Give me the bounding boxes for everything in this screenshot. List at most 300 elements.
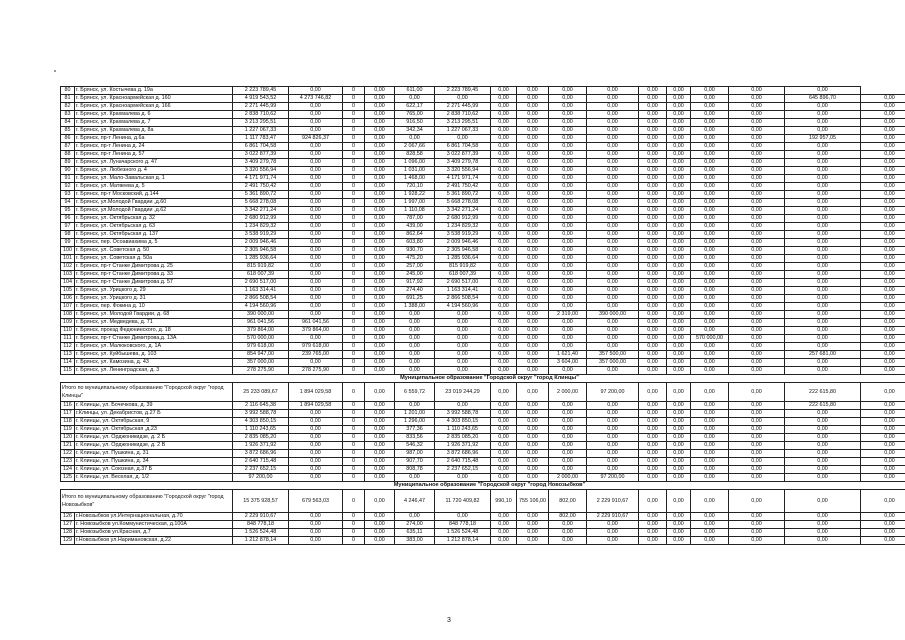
value-cell: 0,00 (729, 111, 785, 119)
value-cell: 0,00 (861, 111, 905, 119)
value-cell: 0,00 (729, 458, 785, 466)
value-cell: 0,00 (587, 295, 639, 303)
value-cell: 3 342 271,24 (435, 207, 491, 215)
value-cell: 0,00 (861, 151, 905, 159)
value-cell: 3 872 686,96 (435, 450, 491, 458)
value-cell: 0,00 (861, 119, 905, 127)
value-cell: 0,00 (365, 215, 395, 223)
value-cell: 0,00 (365, 95, 395, 103)
value-cell: 0,00 (549, 410, 587, 418)
value-cell: 0,00 (729, 247, 785, 255)
value-cell: 0,00 (861, 303, 905, 311)
value-cell: 0,00 (667, 327, 691, 335)
value-cell: 0,00 (435, 513, 491, 521)
value-cell: 0,00 (729, 183, 785, 191)
table-row (61, 303, 905, 311)
address-cell: г. Брянск, ул. Красноармейская д. 166 (75, 103, 233, 111)
value-cell: 0 (343, 199, 365, 207)
value-cell: 0,00 (365, 402, 395, 410)
value-cell: 0,00 (517, 343, 549, 351)
value-cell: 0,00 (691, 367, 729, 375)
value-cell: 0,00 (549, 402, 587, 410)
value-cell: 848 778,18 (435, 521, 491, 529)
value-cell: 979 618,00 (233, 343, 289, 351)
value-cell: 0,00 (435, 319, 491, 327)
value-cell: 848 778,18 (233, 521, 289, 529)
table-row (61, 529, 905, 537)
value-cell: 0,00 (729, 167, 785, 175)
value-cell: 0,00 (729, 255, 785, 263)
value-cell: 0,00 (729, 450, 785, 458)
value-cell: 0,00 (517, 351, 549, 359)
value-cell: 0,00 (729, 175, 785, 183)
value-cell: 0,00 (587, 119, 639, 127)
value-cell: 0,00 (491, 167, 517, 175)
table-row (61, 521, 905, 529)
value-cell: 0,00 (365, 287, 395, 295)
value-cell: 907,70 (395, 458, 435, 466)
value-cell: 979 618,00 (289, 343, 343, 351)
value-cell: 0 (343, 263, 365, 271)
value-cell: 0,00 (667, 418, 691, 426)
value-cell: 0,00 (587, 151, 639, 159)
value-cell: 0 (343, 247, 365, 255)
value-cell: 0,00 (435, 327, 491, 335)
value-cell: 0,00 (729, 95, 785, 103)
address-cell: г. Брянск, ул. Октябрьская д. 32 (75, 215, 233, 223)
value-cell: 4 171 971,74 (233, 175, 289, 183)
value-cell: 0,00 (861, 255, 905, 263)
value-cell: 3 213 295,51 (435, 119, 491, 127)
value-cell: 4 303 850,15 (233, 418, 289, 426)
address-cell: г. Брянск, пер. Фокина д. 10 (75, 303, 233, 311)
value-cell: 0,00 (587, 466, 639, 474)
value-cell: 0,00 (691, 442, 729, 450)
value-cell: 0 (343, 327, 365, 335)
value-cell: 0,00 (729, 537, 785, 545)
value-cell: 0,00 (587, 223, 639, 231)
total-value: 0 (343, 490, 365, 513)
address-cell: г. Брянск, ул. Советская д. 50а (75, 255, 233, 263)
value-cell: 0,00 (667, 119, 691, 127)
value-cell: 0,00 (639, 255, 667, 263)
value-cell: 3 992 588,78 (233, 410, 289, 418)
value-cell: 0,00 (587, 127, 639, 135)
value-cell: 0,00 (289, 183, 343, 191)
address-cell: г. Брянск, ул. Урицкого д. 31 (75, 295, 233, 303)
value-cell: 0,00 (667, 319, 691, 327)
value-cell: 0,00 (365, 311, 395, 319)
value-cell: 0,00 (549, 95, 587, 103)
value-cell: 0,00 (289, 167, 343, 175)
value-cell: 0,00 (491, 351, 517, 359)
value-cell: 0,00 (691, 167, 729, 175)
value-cell: 0,00 (639, 426, 667, 434)
value-cell: 1 894 029,58 (289, 402, 343, 410)
value-cell: 0,00 (639, 351, 667, 359)
address-cell: г. Брянск, ул. Советская д. 50 (75, 247, 233, 255)
row-number: 94 (61, 199, 75, 207)
value-cell: 0,00 (729, 367, 785, 375)
value-cell: 0,00 (691, 135, 729, 143)
value-cell: 0,00 (549, 199, 587, 207)
value-cell: 0,00 (491, 183, 517, 191)
total-novozybkov (61, 490, 905, 513)
value-cell: 0,00 (861, 450, 905, 458)
value-cell: 0,00 (587, 135, 639, 143)
value-cell: 0,00 (549, 319, 587, 327)
value-cell: 611,00 (395, 87, 435, 95)
value-cell: 0,00 (861, 143, 905, 151)
value-cell: 0 (343, 135, 365, 143)
value-cell: 0,00 (667, 537, 691, 545)
value-cell: 0,00 (785, 151, 861, 159)
value-cell: 0,00 (549, 135, 587, 143)
table-row (61, 351, 905, 359)
value-cell: 0,00 (289, 466, 343, 474)
group-novozybkov-rows (61, 513, 905, 545)
value-cell: 0 (343, 521, 365, 529)
value-cell: 0,00 (395, 311, 435, 319)
value-cell: 0,00 (491, 199, 517, 207)
value-cell: 1 212 878,14 (233, 537, 289, 545)
value-cell: 0,00 (491, 359, 517, 367)
total-value: 0,00 (517, 383, 549, 402)
value-cell: 1 468,00 (395, 175, 435, 183)
value-cell: 0,00 (785, 319, 861, 327)
value-cell: 2 690 517,00 (435, 279, 491, 287)
value-cell: 0,00 (435, 351, 491, 359)
value-cell: 0,00 (289, 199, 343, 207)
value-cell: 0,00 (667, 513, 691, 521)
value-cell: 0,00 (435, 474, 491, 482)
value-cell: 0,00 (517, 191, 549, 199)
value-cell: 0 (343, 239, 365, 247)
value-cell: 0,00 (639, 247, 667, 255)
value-cell: 6 861 704,58 (233, 143, 289, 151)
value-cell: 0,00 (517, 529, 549, 537)
value-cell: 0,00 (691, 402, 729, 410)
value-cell: 3 409 279,78 (435, 159, 491, 167)
value-cell: 0,00 (587, 175, 639, 183)
value-cell: 0 (343, 271, 365, 279)
value-cell: 0,00 (729, 127, 785, 135)
value-cell: 0,00 (667, 351, 691, 359)
value-cell: 0,00 (517, 175, 549, 183)
value-cell: 0,00 (691, 255, 729, 263)
value-cell: 0,00 (395, 327, 435, 335)
value-cell: 0 (343, 175, 365, 183)
value-cell: 0,00 (639, 418, 667, 426)
value-cell: 0,00 (587, 327, 639, 335)
value-cell: 0,00 (491, 418, 517, 426)
value-cell: 0,00 (517, 359, 549, 367)
total-value: 0,00 (639, 383, 667, 402)
value-cell: 0,00 (365, 103, 395, 111)
value-cell: 0,00 (861, 426, 905, 434)
value-cell: 2 680 912,99 (233, 215, 289, 223)
table-row (61, 335, 905, 343)
value-cell: 0,00 (691, 359, 729, 367)
value-cell: 0,00 (785, 442, 861, 450)
value-cell: 0,00 (365, 343, 395, 351)
value-cell: 0,00 (289, 434, 343, 442)
value-cell: 0 (343, 351, 365, 359)
table-row (61, 199, 905, 207)
value-cell: 4 273 746,82 (289, 95, 343, 103)
value-cell: 0,00 (549, 191, 587, 199)
value-cell: 0,00 (587, 434, 639, 442)
table-row (61, 103, 905, 111)
value-cell: 0,00 (549, 103, 587, 111)
value-cell: 2 229 910,67 (233, 513, 289, 521)
value-cell: 0,00 (639, 402, 667, 410)
value-cell: 0,00 (691, 303, 729, 311)
value-cell: 97 200,00 (587, 474, 639, 482)
value-cell: 0,00 (549, 521, 587, 529)
value-cell: 0,00 (639, 151, 667, 159)
value-cell: 0,00 (691, 215, 729, 223)
scan-speck (54, 70, 56, 72)
value-cell: 2 838 710,62 (435, 111, 491, 119)
value-cell: 0 (343, 191, 365, 199)
value-cell: 0,00 (667, 271, 691, 279)
table-row (61, 418, 905, 426)
value-cell: 0,00 (289, 271, 343, 279)
value-cell: 0,00 (667, 111, 691, 119)
table-row (61, 167, 905, 175)
value-cell: 0,00 (587, 247, 639, 255)
total-value: 802,00 (549, 490, 587, 513)
value-cell: 0,00 (289, 111, 343, 119)
value-cell: 0,00 (517, 255, 549, 263)
value-cell: 0,00 (587, 143, 639, 151)
value-cell: 0,00 (785, 231, 861, 239)
value-cell: 0,00 (785, 295, 861, 303)
value-cell: 0,00 (691, 418, 729, 426)
total-value: 222 615,80 (785, 383, 861, 402)
value-cell: 0,00 (517, 135, 549, 143)
total-value: 25 233 089,67 (233, 383, 289, 402)
row-number: 127 (61, 521, 75, 529)
section-header-row (61, 482, 905, 490)
value-cell: 0,00 (587, 167, 639, 175)
value-cell: 0,00 (365, 537, 395, 545)
value-cell: 0 (343, 95, 365, 103)
row-number: 105 (61, 287, 75, 295)
value-cell: 0,00 (639, 263, 667, 271)
table-row (61, 135, 905, 143)
value-cell: 0,00 (785, 167, 861, 175)
value-cell: 0,00 (395, 513, 435, 521)
value-cell: 0,00 (491, 335, 517, 343)
value-cell: 0,00 (785, 111, 861, 119)
value-cell: 0,00 (365, 410, 395, 418)
value-cell: 0,00 (785, 263, 861, 271)
total-value: 0,00 (691, 490, 729, 513)
value-cell: 2 305 946,58 (435, 247, 491, 255)
value-cell: 0,00 (639, 367, 667, 375)
value-cell: 0,00 (691, 295, 729, 303)
value-cell: 0,00 (365, 418, 395, 426)
value-cell: 0,00 (667, 191, 691, 199)
value-cell: 0,00 (785, 247, 861, 255)
value-cell: 0,00 (587, 207, 639, 215)
value-cell: 278 275,90 (289, 367, 343, 375)
value-cell: 0,00 (365, 111, 395, 119)
value-cell: 0,00 (587, 159, 639, 167)
value-cell: 0,00 (549, 159, 587, 167)
value-cell: 0,00 (549, 367, 587, 375)
value-cell: 0,00 (691, 311, 729, 319)
value-cell: 0,00 (691, 127, 729, 135)
value-cell: 0,00 (289, 223, 343, 231)
value-cell: 0,00 (587, 231, 639, 239)
address-cell: г. Брянск, пр-т Ленина, д.6а (75, 135, 233, 143)
value-cell: 815 919,82 (233, 263, 289, 271)
value-cell: 0,00 (691, 287, 729, 295)
value-cell: 0,00 (691, 103, 729, 111)
value-cell: 2 835 085,20 (233, 434, 289, 442)
value-cell: 0,00 (491, 255, 517, 263)
value-cell: 0,00 (549, 183, 587, 191)
value-cell: 0,00 (587, 450, 639, 458)
value-cell: 0,00 (491, 466, 517, 474)
value-cell: 1 163 314,41 (435, 287, 491, 295)
value-cell: 0,00 (365, 474, 395, 482)
value-cell: 0,00 (435, 402, 491, 410)
value-cell: 0,00 (491, 143, 517, 151)
value-cell: 0,00 (289, 311, 343, 319)
value-cell: 802,00 (549, 513, 587, 521)
value-cell: 278 275,90 (233, 367, 289, 375)
table-row (61, 255, 905, 263)
value-cell: 961 041,56 (233, 319, 289, 327)
value-cell: 0,00 (549, 418, 587, 426)
value-cell: 0,00 (729, 343, 785, 351)
value-cell: 0 (343, 287, 365, 295)
value-cell: 2 640 715,48 (233, 458, 289, 466)
value-cell: 0,00 (395, 135, 435, 143)
table-row (61, 513, 905, 521)
row-number: 112 (61, 343, 75, 351)
value-cell: 0,00 (729, 151, 785, 159)
row-number: 104 (61, 279, 75, 287)
row-number: 102 (61, 263, 75, 271)
value-cell: 357 000,00 (587, 359, 639, 367)
value-cell: 0,00 (395, 343, 435, 351)
value-cell: 2 838 710,62 (233, 111, 289, 119)
value-cell: 0,00 (667, 442, 691, 450)
value-cell: 0,00 (587, 255, 639, 263)
address-cell: г. Клинцы, ул. Октябрьская ,д.23 (75, 426, 233, 434)
value-cell: 0,00 (587, 521, 639, 529)
value-cell: 787,00 (395, 215, 435, 223)
value-cell: 0,00 (517, 466, 549, 474)
value-cell: 0,00 (491, 135, 517, 143)
value-cell: 0 (343, 151, 365, 159)
value-cell: 0,00 (365, 127, 395, 135)
value-cell: 0,00 (517, 247, 549, 255)
value-cell: 0 (343, 466, 365, 474)
row-number: 115 (61, 367, 75, 375)
value-cell: 0,00 (491, 442, 517, 450)
value-cell: 0,00 (639, 167, 667, 175)
value-cell: 0,00 (289, 450, 343, 458)
value-cell: 0,00 (785, 359, 861, 367)
value-cell: 0,00 (517, 367, 549, 375)
value-cell: 0,00 (395, 95, 435, 103)
value-cell: 0,00 (289, 255, 343, 263)
value-cell: 0,00 (729, 295, 785, 303)
value-cell: 377,36 (395, 426, 435, 434)
value-cell: 0,00 (667, 255, 691, 263)
value-cell: 720,10 (395, 183, 435, 191)
value-cell: 0,00 (491, 95, 517, 103)
value-cell: 0 (343, 367, 365, 375)
register-table (60, 86, 905, 545)
value-cell: 0,00 (861, 271, 905, 279)
value-cell: 0,00 (491, 343, 517, 351)
value-cell: 0,00 (289, 426, 343, 434)
value-cell: 0,00 (517, 87, 549, 95)
value-cell: 0,00 (587, 95, 639, 103)
value-cell: 0,00 (729, 402, 785, 410)
value-cell: 1 227 067,33 (233, 127, 289, 135)
value-cell: 0,00 (861, 327, 905, 335)
value-cell: 0,00 (639, 537, 667, 545)
value-cell: 0,00 (785, 367, 861, 375)
value-cell: 0,00 (861, 191, 905, 199)
row-number: 81 (61, 95, 75, 103)
value-cell: 0,00 (639, 175, 667, 183)
value-cell: 618 007,39 (435, 271, 491, 279)
value-cell: 0,00 (517, 287, 549, 295)
row-number: 87 (61, 143, 75, 151)
value-cell: 0,00 (785, 474, 861, 482)
value-cell: 0,00 (491, 239, 517, 247)
value-cell: 0,00 (289, 231, 343, 239)
value-cell: 0,00 (639, 458, 667, 466)
value-cell: 0,00 (667, 87, 691, 95)
value-cell: 0,00 (785, 191, 861, 199)
address-cell: г. Брянск, пр-т Станке Димитрова д. 57 (75, 279, 233, 287)
value-cell: 0,00 (667, 167, 691, 175)
value-cell: 0,00 (517, 521, 549, 529)
value-cell: 570 000,00 (691, 335, 729, 343)
value-cell: 3 213 295,51 (233, 119, 289, 127)
value-cell: 0,00 (691, 119, 729, 127)
value-cell: 0,00 (289, 279, 343, 287)
value-cell: 0,00 (289, 103, 343, 111)
value-cell: 2 866 508,54 (233, 295, 289, 303)
value-cell: 0,00 (691, 143, 729, 151)
value-cell: 0,00 (667, 367, 691, 375)
row-number: 123 (61, 458, 75, 466)
value-cell: 0,00 (365, 175, 395, 183)
row-number: 122 (61, 450, 75, 458)
value-cell: 3 604,00 (549, 359, 587, 367)
section-title-klintsy: Муниципальное образование "Городской округ "город Клинцы" (61, 375, 905, 383)
value-cell: 0,00 (289, 215, 343, 223)
row-number: 116 (61, 402, 75, 410)
address-cell: г. Брянск, ул. Красноармейская д. 160 (75, 95, 233, 103)
value-cell: 0,00 (639, 442, 667, 450)
total-value: 97 200,00 (587, 383, 639, 402)
value-cell: 0,00 (861, 521, 905, 529)
value-cell: 622,17 (395, 103, 435, 111)
value-cell: 0,00 (549, 442, 587, 450)
